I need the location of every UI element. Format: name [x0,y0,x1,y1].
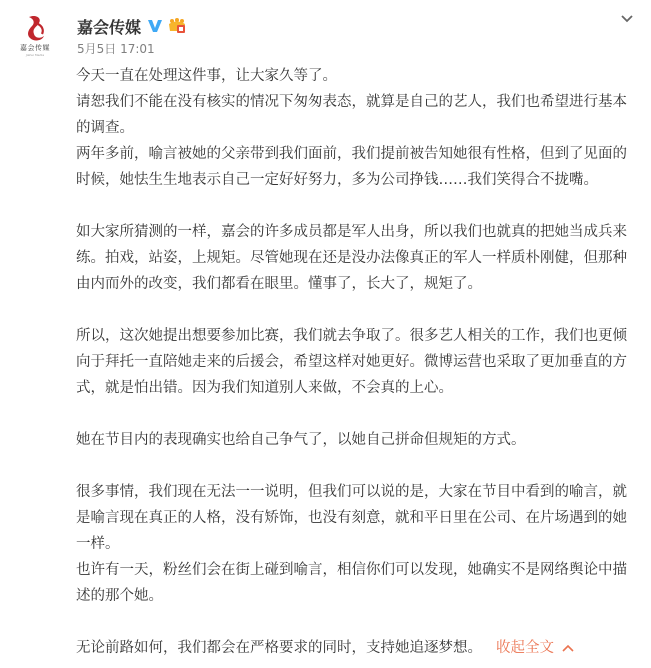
avatar-logo-subtext: Jiahui Media [25,52,45,57]
paragraph: 如大家所猜测的一样，嘉会的许多成员都是军人出身，所以我们也就真的把她当成兵来练。拍戏，站姿，上规矩。尽管她现在还是没办法像真正的军人一样质朴刚健，但那种由内而外的改变，我们都看在眼里。懂事了，长大了，规矩了。 [76,224,627,292]
avatar[interactable] [12,12,58,58]
paragraph-text: 无论前路如何，我们都会在严格要求的同时，支持她追逐梦想。 [76,640,482,656]
last-paragraph [76,635,636,661]
collapse-full-text-link[interactable] [496,640,574,656]
crown-badge-icon[interactable] [168,18,186,34]
author-name[interactable]: 嘉会传媒 [77,17,142,37]
paragraph: 两年多前，喻言被她的父亲带到我们面前，我们提前被告知她很有性格，但到了见面的时候，她怯生生地表示自己一定好好努力，多为公司挣钱……我们笑得合不拢嘴。 [76,146,627,188]
paragraph: 请恕我们不能在没有核实的情况下匆匆表态，就算是自己的艺人，我们也希望进行基本的调查。 [76,94,627,136]
paragraph: 她在节目内的表现确实也给自己争气了，以她自己拼命但规矩的方式。 [76,432,526,448]
paragraph-gap [76,401,636,427]
paragraph: 今天一直在处理这件事，让大家久等了。 [76,68,337,84]
paragraph-gap [76,453,636,479]
avatar-logo-text: 嘉会传媒 [20,43,50,52]
paragraph: 很多事情，我们现在无法一一说明，但我们可以说的是，大家在节目中看到的喻言，就是喻言现在真正的人格，没有矫饰，也没有刻意，就和平日里在公司、在片场遇到的她一样。 [76,484,627,552]
chevron-down-icon[interactable] [620,14,634,24]
paragraph-gap [76,297,636,323]
post-timestamp[interactable]: 5月5日 17:01 [77,42,155,56]
post-body [76,63,636,661]
paragraph-gap [76,193,636,219]
post-header [77,14,186,57]
author-row [77,14,186,38]
logo-mark-icon [20,14,50,42]
verified-v-icon[interactable] [147,18,163,34]
paragraph: 所以，这次她提出想要参加比赛，我们就去争取了。很多艺人相关的工作，我们也更倾向于拜托一直陪她走来的后援会，希望这样对她更好。微博运营也采取了更加垂直的方式，就是怕出错。因为我们知道别人来做，不会真的上心。 [76,328,627,396]
paragraph-gap [76,609,636,635]
chevron-up-icon[interactable] [562,644,574,652]
paragraph: 也许有一天，粉丝们会在街上碰到喻言，相信你们可以发现，她确实不是网络舆论中描述的那个她。 [76,562,627,604]
collapse-label[interactable]: 收起全文 [496,640,554,656]
